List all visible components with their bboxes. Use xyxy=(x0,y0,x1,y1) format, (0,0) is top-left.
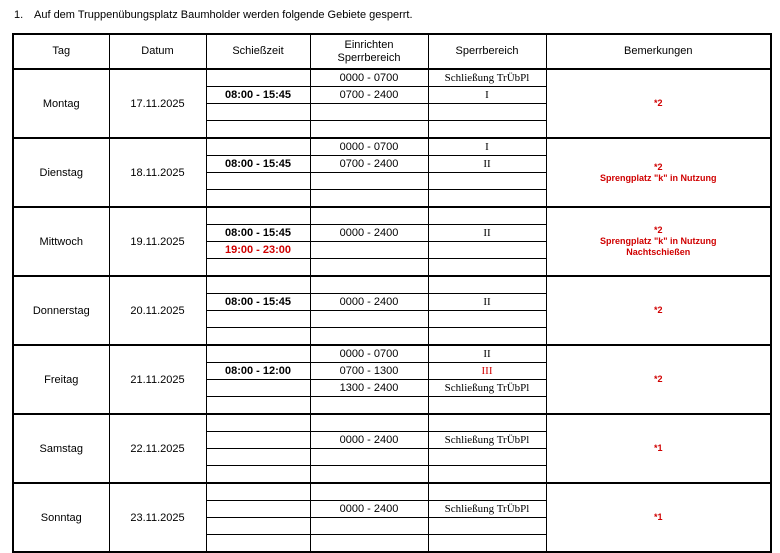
setup-time xyxy=(310,173,428,190)
empty-cell xyxy=(310,121,428,139)
empty-cell xyxy=(310,259,428,277)
shooting-time xyxy=(206,173,310,190)
remarks-cell xyxy=(546,207,771,276)
day-name: Mittwoch xyxy=(13,207,109,276)
remarks-cell xyxy=(546,69,771,138)
empty-cell xyxy=(206,259,310,277)
restricted-area xyxy=(428,104,546,121)
shooting-time xyxy=(206,276,310,294)
header-einrichten-line1: Einrichten xyxy=(344,38,394,51)
empty-cell xyxy=(206,121,310,139)
header-datum: Datum xyxy=(109,34,206,69)
day-name: Dienstag xyxy=(13,138,109,207)
setup-time xyxy=(310,276,428,294)
empty-cell xyxy=(310,466,428,484)
setup-time: 0000 - 0700 xyxy=(310,345,428,363)
restricted-area xyxy=(428,173,546,190)
shooting-time xyxy=(206,311,310,328)
setup-time xyxy=(310,518,428,535)
schedule-body xyxy=(13,69,771,552)
remark-line: *1 xyxy=(653,443,663,453)
remark-line: Sprengplatz "k" in Nutzung xyxy=(599,236,717,246)
table-row xyxy=(13,276,771,294)
restricted-area xyxy=(428,518,546,535)
shooting-time: 08:00 - 15:45 xyxy=(206,156,310,173)
remark-line: *2 xyxy=(653,225,663,235)
restricted-area xyxy=(428,311,546,328)
restricted-area: Schließung TrÜbPl xyxy=(428,501,546,518)
header-row xyxy=(13,34,771,69)
empty-cell xyxy=(310,535,428,553)
shooting-time xyxy=(206,518,310,535)
setup-time xyxy=(310,483,428,501)
header-sperrbereich: Sperrbereich xyxy=(428,34,546,69)
restricted-area xyxy=(428,483,546,501)
day-date: 18.11.2025 xyxy=(109,138,206,207)
restricted-area: Schließung TrÜbPl xyxy=(428,432,546,449)
shooting-time: 08:00 - 15:45 xyxy=(206,225,310,242)
setup-time: 0000 - 0700 xyxy=(310,69,428,87)
intro-line xyxy=(14,9,413,21)
remarks-cell xyxy=(546,345,771,414)
table-row xyxy=(13,69,771,87)
restricted-area: Schließung TrÜbPl xyxy=(428,380,546,397)
day-name: Samstag xyxy=(13,414,109,483)
setup-time: 0700 - 1300 xyxy=(310,363,428,380)
shooting-time xyxy=(206,138,310,156)
remark-line: *2 xyxy=(653,374,663,384)
restricted-area xyxy=(428,207,546,225)
table-row xyxy=(13,207,771,225)
remarks-cell xyxy=(546,138,771,207)
empty-cell xyxy=(310,397,428,415)
restricted-area: III xyxy=(428,363,546,380)
day-name: Donnerstag xyxy=(13,276,109,345)
restricted-area xyxy=(428,449,546,466)
setup-time: 1300 - 2400 xyxy=(310,380,428,397)
shooting-time: 08:00 - 15:45 xyxy=(206,87,310,104)
setup-time: 0700 - 2400 xyxy=(310,87,428,104)
remark-line: *1 xyxy=(653,512,663,522)
header-bemerkungen: Bemerkungen xyxy=(546,34,771,69)
empty-cell xyxy=(310,190,428,208)
setup-time: 0000 - 2400 xyxy=(310,501,428,518)
empty-cell xyxy=(206,466,310,484)
remarks-cell xyxy=(546,414,771,483)
shooting-time xyxy=(206,104,310,121)
shooting-time xyxy=(206,483,310,501)
restricted-area xyxy=(428,414,546,432)
header-tag: Tag xyxy=(13,34,109,69)
header-schiesszeit: Schießzeit xyxy=(206,34,310,69)
restricted-area: I xyxy=(428,138,546,156)
empty-cell xyxy=(428,397,546,415)
day-date: 20.11.2025 xyxy=(109,276,206,345)
remark-line: Nachtschießen xyxy=(626,247,691,257)
restricted-area: Schließung TrÜbPl xyxy=(428,69,546,87)
shooting-time xyxy=(206,345,310,363)
setup-time xyxy=(310,449,428,466)
table-row xyxy=(13,414,771,432)
setup-time: 0000 - 0700 xyxy=(310,138,428,156)
shooting-time xyxy=(206,501,310,518)
remarks-cell xyxy=(546,483,771,552)
restricted-area: I xyxy=(428,87,546,104)
setup-time xyxy=(310,414,428,432)
shooting-time: 19:00 - 23:00 xyxy=(206,242,310,259)
empty-cell xyxy=(206,328,310,346)
setup-time: 0700 - 2400 xyxy=(310,156,428,173)
remark-line: Sprengplatz "k" in Nutzung xyxy=(599,172,717,183)
restricted-area xyxy=(428,276,546,294)
remark-line: *2 xyxy=(653,305,663,315)
restricted-area: II xyxy=(428,225,546,242)
empty-cell xyxy=(310,328,428,346)
day-name: Montag xyxy=(13,69,109,138)
empty-cell xyxy=(206,535,310,553)
day-date: 21.11.2025 xyxy=(109,345,206,414)
empty-cell xyxy=(428,259,546,277)
empty-cell xyxy=(428,535,546,553)
shooting-time xyxy=(206,449,310,466)
shooting-time xyxy=(206,69,310,87)
day-date: 22.11.2025 xyxy=(109,414,206,483)
restricted-area: II xyxy=(428,345,546,363)
remark-line: *2 xyxy=(653,98,663,108)
table-row xyxy=(13,138,771,156)
remarks-cell xyxy=(546,276,771,345)
header-einrichten xyxy=(310,34,428,69)
restricted-area xyxy=(428,242,546,259)
day-date: 17.11.2025 xyxy=(109,69,206,138)
shooting-time: 08:00 - 15:45 xyxy=(206,294,310,311)
empty-cell xyxy=(428,466,546,484)
shooting-time xyxy=(206,380,310,397)
empty-cell xyxy=(428,121,546,139)
intro-text: Auf dem Truppenübungsplatz Baumholder werden folgende Gebiete gesperrt. xyxy=(34,9,413,21)
setup-time: 0000 - 2400 xyxy=(310,225,428,242)
day-name: Sonntag xyxy=(13,483,109,552)
shooting-time xyxy=(206,414,310,432)
day-date: 19.11.2025 xyxy=(109,207,206,276)
setup-time: 0000 - 2400 xyxy=(310,432,428,449)
shooting-time: 08:00 - 12:00 xyxy=(206,363,310,380)
empty-cell xyxy=(206,397,310,415)
empty-cell xyxy=(206,190,310,208)
shooting-time xyxy=(206,432,310,449)
intro-number: 1. xyxy=(14,9,24,21)
day-name: Freitag xyxy=(13,345,109,414)
header-einrichten-line2: Sperrbereich xyxy=(337,51,401,64)
setup-time xyxy=(310,311,428,328)
setup-time: 0000 - 2400 xyxy=(310,294,428,311)
day-date: 23.11.2025 xyxy=(109,483,206,552)
shooting-time xyxy=(206,207,310,225)
table-row xyxy=(13,345,771,363)
restricted-area: II xyxy=(428,294,546,311)
restricted-area: II xyxy=(428,156,546,173)
setup-time xyxy=(310,104,428,121)
setup-time xyxy=(310,242,428,259)
setup-time xyxy=(310,207,428,225)
empty-cell xyxy=(428,328,546,346)
remark-line: *2 xyxy=(653,161,663,172)
table-row xyxy=(13,483,771,501)
schedule-table xyxy=(12,33,772,553)
empty-cell xyxy=(428,190,546,208)
